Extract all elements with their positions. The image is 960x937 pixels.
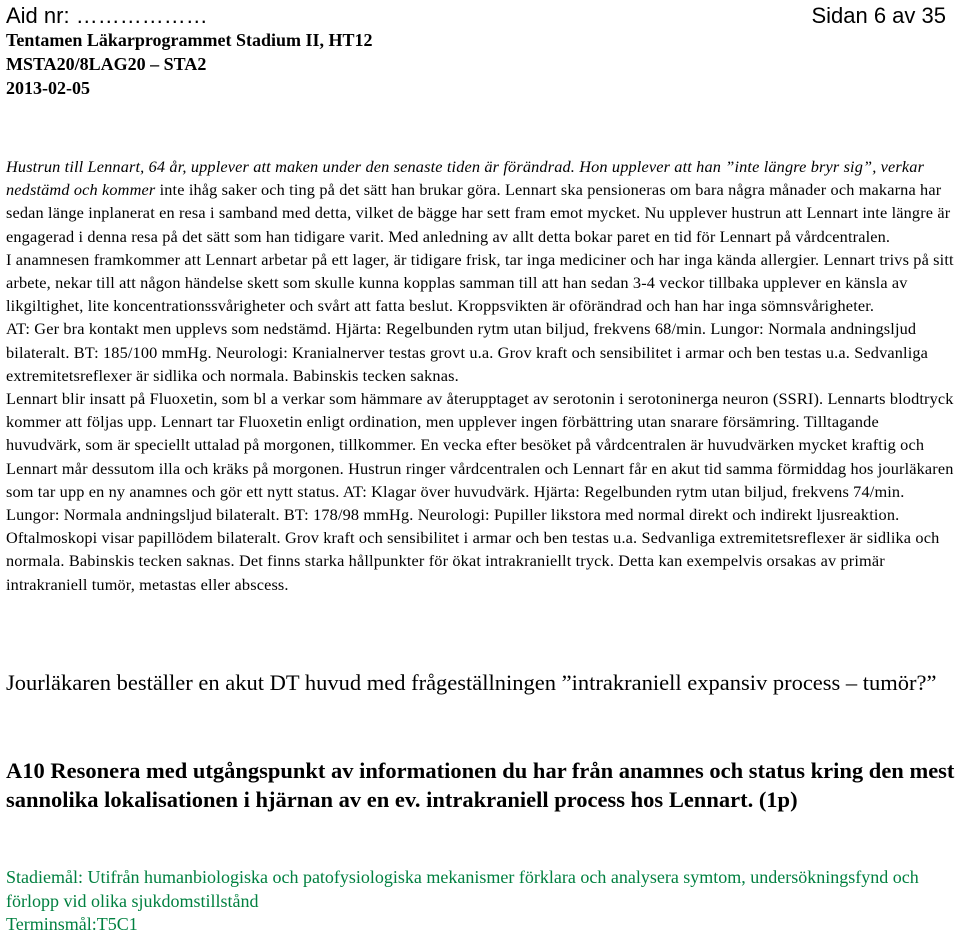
question-a10: A10 Resonera med utgångspunkt av informationen du har från anamnes och status kring den mest sannolika lokalisationen i hjärnan av en ev. intrakraniell process hos Lennart. (1p) [6, 758, 955, 812]
page-header [6, 0, 954, 100]
case-intro-italic: Hustrun till Lennart, 64 år, upplever att maken under den senaste tiden är förändrad. Hon upplever att han ”inte längre bryr sig”, verkar nedstämd och kommer [6, 157, 925, 200]
exam-title: Tentamen Läkarprogrammet Stadium II, HT12 [6, 30, 373, 50]
case-paragraph-anamnesis: I anamnesen framkommer att Lennart arbetar på ett lager, är tidigare frisk, tar inga mediciner och har inga kända allergier. Lennart trivs på sitt arbete, nekar till att någon händelse skett som skulle kunna kopplas samman till att han sedan 3-4 veckor tillbaka upplever en känsla av likgiltighet, lite koncentrationssvårigheter och svårt att fatta beslut. Kroppsvikten är oförändrad och han har inga sömnsvårigheter. [6, 249, 954, 316]
page-number: Sidan 6 av 35 [811, 3, 946, 28]
aid-number: Aid nr: ……………… [6, 3, 208, 28]
case-paragraph [6, 155, 956, 248]
ct-order-text: Jourläkaren beställer en akut DT huvud med frågeställningen ”intrakraniell expansiv process – tumör?” [6, 670, 937, 695]
course-code: MSTA20/8LAG20 – STA2 [6, 54, 207, 74]
exam-date: 2013-02-05 [6, 78, 90, 98]
case-description [6, 155, 956, 596]
case-intro-rest: inte ihåg saker och ting på det sätt han brukar göra. Lennart ska pensioneras om bara några månader och makarna har sedan länge inplanerat en resa i samband med detta, vilket de bägge har sett fram emot mycket. Nu upplever hustrun att Lennart inte längre är engagerad i denna resa på det sätt som han tidigare varit. Med anledning av allt detta bokar paret en tid för Lennart på vårdcentralen. [6, 180, 951, 246]
learning-goals [6, 866, 956, 937]
case-paragraph-status: AT: Ger bra kontakt men upplevs som nedstämd. Hjärta: Regelbunden rytm utan biljud, frekvens 68/min. Lungor: Normala andningsljud bilateralt. BT: 185/100 mmHg. Neurologi: Kranialnerver testas grovt u.a. Grov kraft och sensibilitet i armar och ben testas u.a. Sedvanliga extremitetsreflexer är sidlika och normala. Babinskis tecken saknas. [6, 319, 929, 385]
exam-page [6, 0, 955, 934]
term-goal: Terminsmål:T5C1 [6, 914, 138, 934]
stage-goal: Stadiemål: Utifrån humanbiologiska och patofysiologiska mekanismer förklara och analysera symtom, undersökningsfynd och förlopp vid olika sjukdomstillstånd [6, 867, 919, 911]
case-paragraph-followup: Lennart blir insatt på Fluoxetin, som bl a verkar som hämmare av återupptaget av serotonin i serotoninerga neuron (SSRI). Lennarts blodtryck kommer att följas upp. Lennart tar Fluoxetin enligt ordination, men upplever ingen förbättring utan snarare försämring. Tilltagande huvudvärk, som är speciellt uttalad på morgonen, tillkommer. En vecka efter besöket på vårdcentralen är huvudvärken mycket kraftig och Lennart mår dessutom illa och kräks på morgonen. Hustrun ringer vårdcentralen och Lennart får en akut tid samma förmiddag hos jourläkaren som tar upp en ny anamnes och gör ett nytt status. AT: Klagar över huvudvärk. Hjärta: Regelbunden rytm utan biljud, frekvens 74/min. Lungor: Normala andningsljud bilateralt. BT: 178/98 mmHg. Neurologi: Pupiller likstora med normal direkt och indirekt ljusreaktion. Oftalmoskopi visar papillödem bilateralt. Grov kraft och sensibilitet i armar och ben testas u.a. Sedvanliga extremitetsreflexer är sidlika och normala. Babinskis tecken saknas. Det finns starka hållpunkter för ökat intrakraniellt tryck. Detta kan exempelvis orsakas av primär intrakraniell tumör, metastas eller abscess. [6, 389, 954, 594]
